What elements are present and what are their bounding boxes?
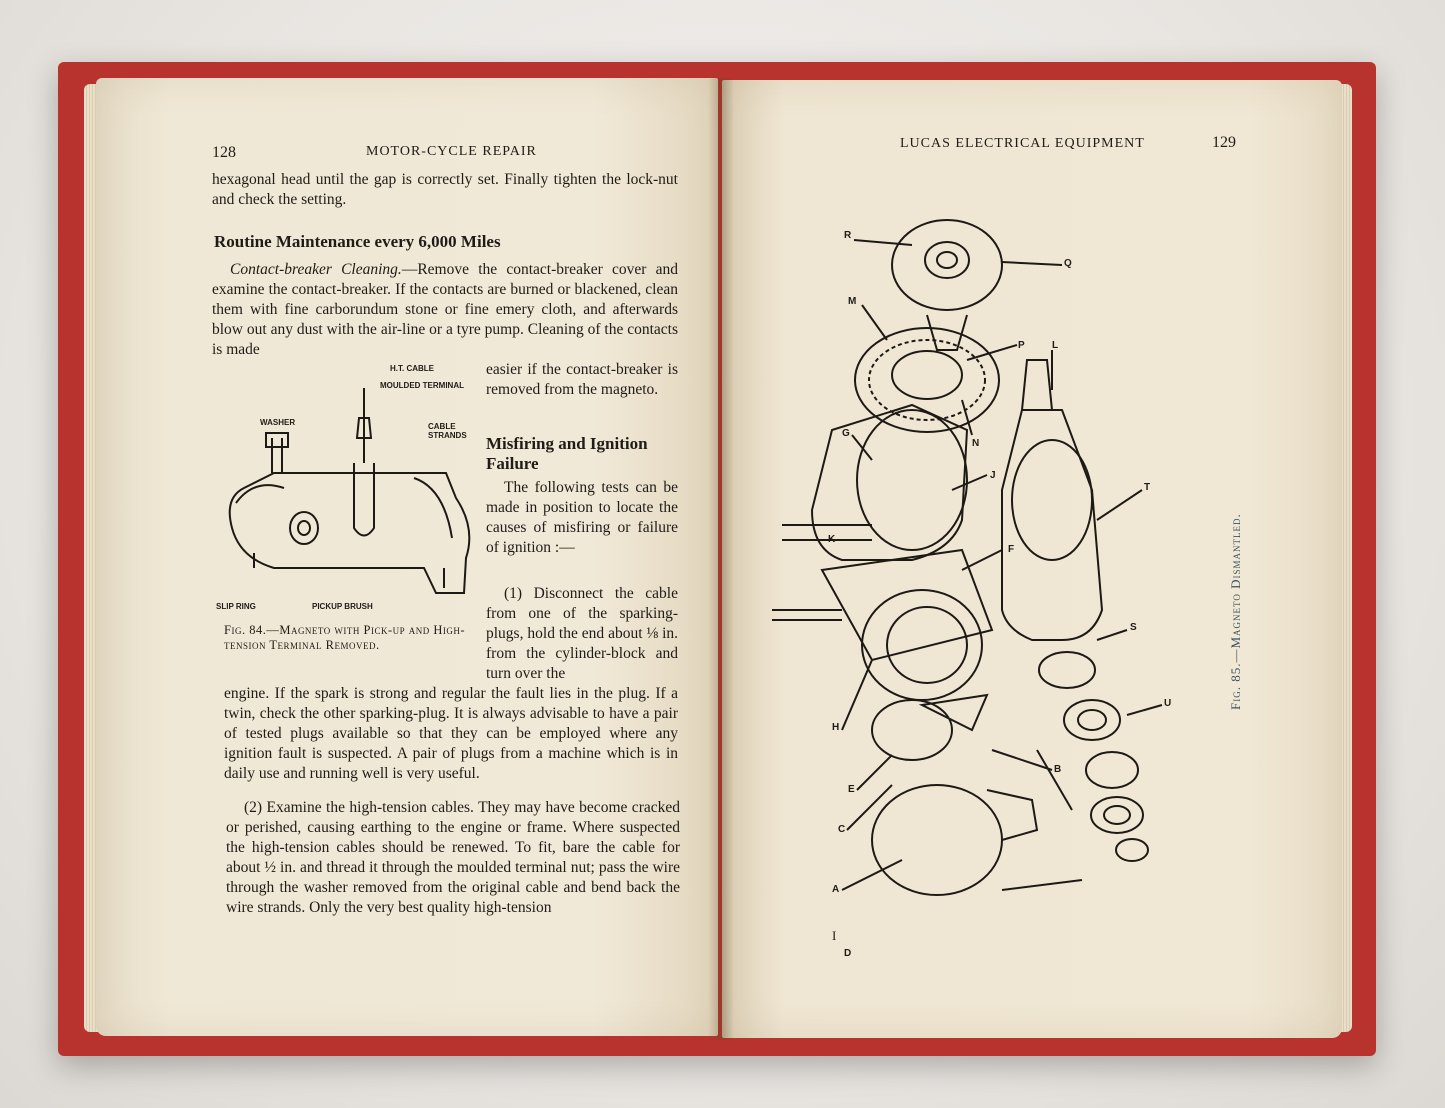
para-cont: easier if the contact-breaker is removed from the magneto. [486,361,678,398]
test2-paragraph [226,798,680,918]
part-letter-q: Q [1064,258,1072,269]
test1-start [486,584,678,684]
misfiring-paragraph [486,478,678,558]
part-letter-e: E [848,784,855,795]
part-letter-j: J [990,470,996,481]
magneto-illustration [214,378,480,608]
maintenance-heading [214,232,501,252]
label-cable-strands: CABLE STRANDS [428,422,467,440]
part-letter-m: M [848,296,857,307]
part-letter-k: K [828,534,836,545]
part-letter-s: S [1130,622,1137,633]
part-letter-n: N [972,438,980,449]
heading2-text: Misfiring and Ignition Failure [486,434,648,473]
label-pickup-brush: PICKUP BRUSH [312,602,373,611]
part-letter-g: G [842,428,850,439]
part-letter-c: C [838,824,846,835]
label-ht-cable: H.T. CABLE [390,364,434,373]
para-text: —Remove the contact-breaker cover and examine the contact-breaker. If the contacts are burned or blackened, clean them with fine carborundum stone or fine emery cloth, and afterwards blow out any dust with the air-line or a tyre pump. Cleaning of the contacts is made [212,261,678,358]
part-letter-l: L [1052,340,1059,351]
part-letter-h: H [832,722,840,733]
para2-text: The following tests can be made in position to locate the causes of misfiring or failure of ignition :— [486,479,678,556]
figure-84 [214,364,480,611]
contact-breaker-continued [486,360,678,400]
para3-end: engine. If the spark is strong and regular the fault lies in the plug. If a twin, check the other sparking-plug. It is always advisable to have a pair of tested plugs available so that they can be employed where any ignition fault is suspected. A pair of plugs from a machine which is in daily use and running well is very useful. [224,685,678,782]
part-letter-d: D [844,948,852,959]
right-running-head: LUCAS ELECTRICAL EQUIPMENT [900,136,1145,151]
figure-85 [762,190,1202,959]
para-lead: Contact-breaker Cleaning. [230,261,402,278]
part-letter-t: T [1144,482,1151,493]
part-letter-b: B [1054,764,1062,775]
part-letter-f: F [1008,544,1015,555]
para3-start: (1) Disconnect the cable from one of the sparking-plugs, hold the end about ⅛ in. from the cylinder-block and turn over the [486,585,678,682]
right-page [722,80,1342,1038]
left-page [96,78,718,1036]
figure-84-caption: Fig. 84.—Magneto with Pick-up and High-tension Terminal Removed. [224,623,466,652]
opening-paragraph: hexagonal head until the gap is correctly set. Finally tighten the lock-nut and check the setting. [212,171,678,208]
magneto-dismantled-illustration [762,190,1202,910]
figure-85-caption: Fig. 85.—Magneto Dismantled. [1228,513,1243,710]
left-opening-text [212,170,678,210]
part-letter-r: R [844,230,852,241]
label-moulded-terminal: MOULDED TERMINAL [380,381,464,390]
para4-text: (2) Examine the high-tension cables. They may have become cracked or perished, causing earthing to the engine or frame. Where suspected the high-tension cables should be renewed. To fit, bare the cable for about ½ in. and thread it through the moulded terminal nut; pass the wire through the washer removed from the original cable and bend back the wire strands. Only the very best quality high-tension [226,799,680,916]
left-page-number: 128 [212,144,236,161]
left-running-head: MOTOR-CYCLE REPAIR [366,144,537,159]
label-slip-ring: SLIP RING [216,602,256,611]
right-page-number: 129 [1212,134,1236,151]
signature-mark: I [832,928,837,943]
heading-text: Routine Maintenance every 6,000 Miles [214,232,501,251]
label-washer: WASHER [260,418,296,427]
test1-end [224,684,678,784]
part-letter-u: U [1164,698,1172,709]
book-gutter [708,78,734,1040]
part-letter-a: A [832,884,840,895]
contact-breaker-paragraph [212,260,678,360]
misfiring-heading [486,434,678,474]
part-letter-p: P [1018,340,1025,351]
